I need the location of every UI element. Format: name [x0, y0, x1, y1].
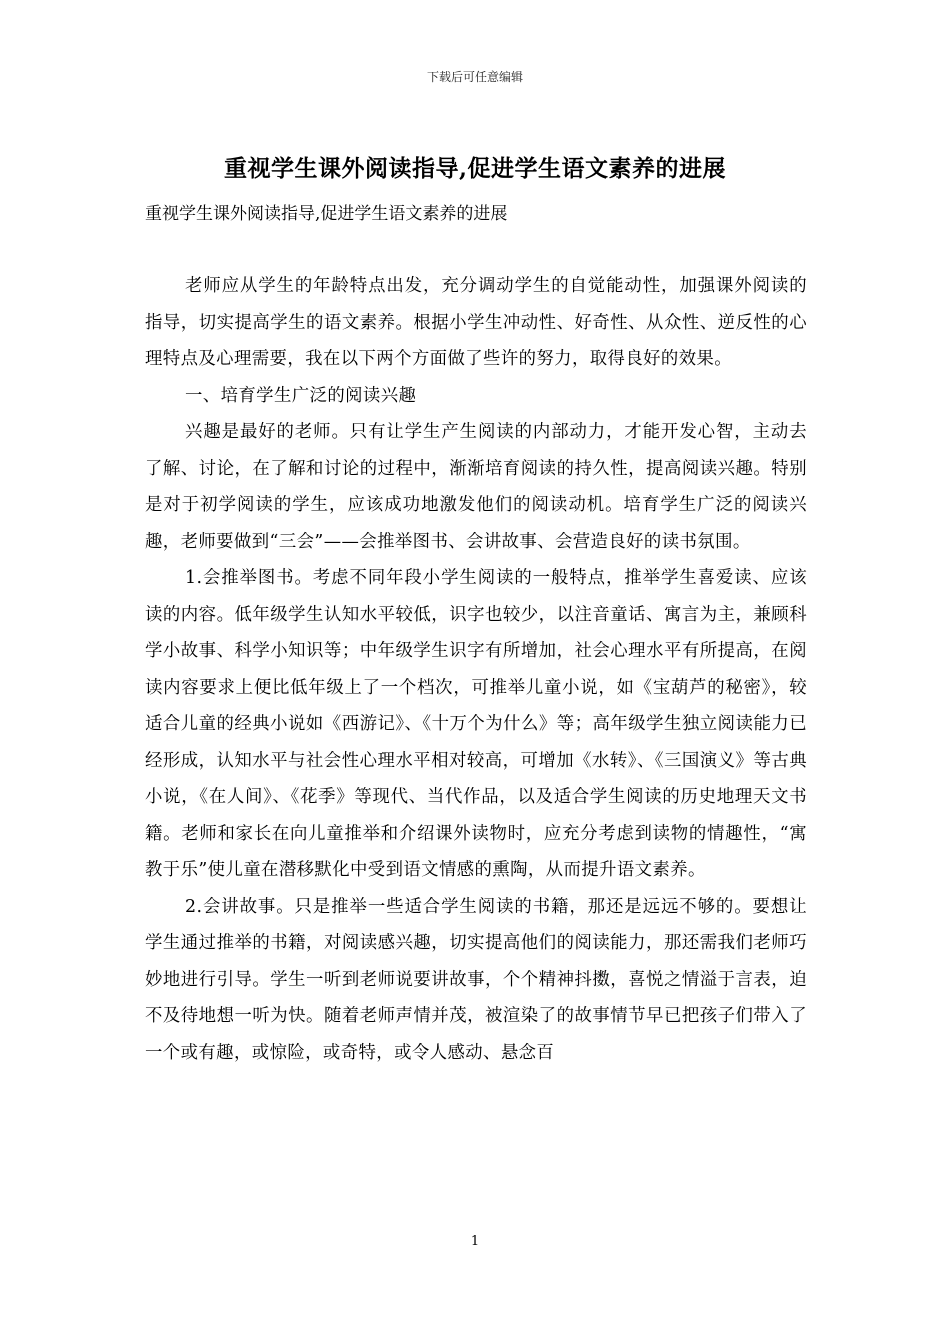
document-body — [145, 268, 807, 1071]
paragraph-intro: 老师应从学生的年龄特点出发，充分调动学生的自觉能动性，加强课外阅读的指导，切实提高学生的语文素养。根据小学生冲动性、好奇性、从众性、逆反性的心理特点及心理需要，我在以下两个方面做了些许的努力，取得良好的效果。 — [145, 276, 807, 369]
paragraph-tell-stories: 2.会讲故事。只是推举一些适合学生阅读的书籍，那还是远远不够的。要想让学生通过推举的书籍，对阅读感兴趣，切实提高他们的阅读能力，那还需我们老师巧妙地进行引导。学生一听到老师说要讲故事，个个精神抖擞，喜悦之情溢于言表，迫不及待地想一听为快。随着老师声情并茂，被渲染了的故事情节早已把孩子们带入了一个或有趣，或惊险，或奇特，或令人感动、悬念百 — [145, 896, 807, 1063]
paragraph-recommend-books: 1.会推举图书。考虑不同年段小学生阅读的一般特点，推举学生喜爱读、应该读的内容。低年级学生认知水平较低，识字也较少，以注音童话、寓言为主，兼顾科学小故事、科学小知识等；中年级学生识字有所增加，社会心理水平有所提高，在阅读内容要求上便比低年级上了一个档次，可推举儿童小说，如《宝葫芦的秘密》，较适合儿童的经典小说如《西游记》、《十万个为什么》等；高年级学生独立阅读能力已经形成，认知水平与社会性心理水平相对较高，可增加《水转》、《三国演义》等古典小说，《在人间》、《花季》等现代、当代作品，以及适合学生阅读的历史地理天文书籍。老师和家长在向儿童推举和介绍课外读物时，应充分考虑到读物的情趣性，“寓教于乐”使儿童在潜移默化中受到语文情感的熏陶，从而提升语文素养。 — [145, 568, 807, 880]
paragraph-interest: 兴趣是最好的老师。只有让学生产生阅读的内部动力，才能开发心智，主动去了解、讨论，在了解和讨论的过程中，渐渐培育阅读的持久性，提高阅读兴趣。特别是对于初学阅读的学生，应该成功地激发他们的阅读动机。培育学生广泛的阅读兴趣，老师要做到“三会”——会推举图书、会讲故事、会营造良好的读书氛围。 — [145, 422, 807, 552]
page-number: 1 — [470, 1234, 480, 1249]
document-subtitle: 重视学生课外阅读指导,促进学生语文素养的进展 — [145, 204, 508, 224]
header-note: 下载后可任意编辑 — [426, 70, 523, 84]
section-heading: 一、培育学生广泛的阅读兴趣 — [185, 385, 417, 406]
document-title: 重视学生课外阅读指导,促进学生语文素养的进展 — [223, 155, 726, 182]
